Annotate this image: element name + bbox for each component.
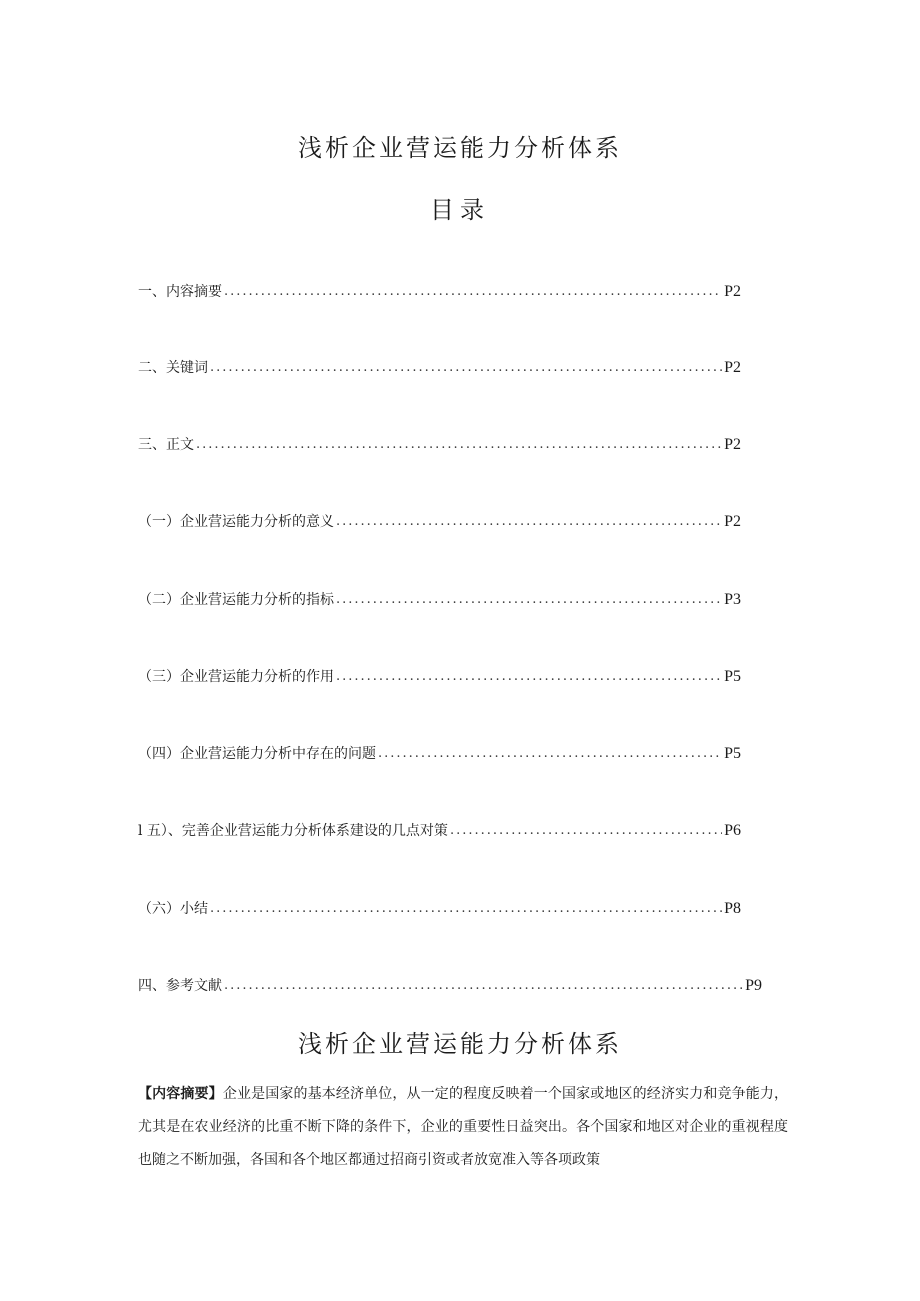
toc-entry[interactable] bbox=[138, 820, 741, 842]
toc-entry-label: 二、关键词 bbox=[138, 360, 208, 376]
toc-entry-label: l 五）、完善企业营运能力分析体系建设的几点对策 bbox=[138, 823, 448, 839]
toc-entry-page: P2 bbox=[724, 283, 741, 300]
toc-leader-dots bbox=[376, 743, 722, 765]
toc-entry-label: （三）企业营运能力分析的作用 bbox=[138, 669, 334, 685]
toc-entry[interactable] bbox=[138, 666, 741, 688]
toc-entry[interactable] bbox=[138, 743, 741, 765]
toc-leader-dots bbox=[208, 898, 722, 920]
toc-entry[interactable] bbox=[138, 511, 741, 533]
toc-entry[interactable] bbox=[138, 357, 741, 379]
toc-entry-page: P2 bbox=[724, 436, 741, 453]
toc-leader-dots bbox=[334, 589, 722, 611]
toc-entry-page: P2 bbox=[724, 513, 741, 530]
toc-entry-label: （六）小结 bbox=[138, 901, 208, 917]
body-title: 浅析企业营运能力分析体系 bbox=[298, 1030, 622, 1058]
toc-entry-label: （一）企业营运能力分析的意义 bbox=[138, 514, 334, 530]
toc-entry-page: P2 bbox=[724, 359, 741, 376]
document-title: 浅析企业营运能力分析体系 bbox=[298, 134, 622, 162]
toc-entry-page: P8 bbox=[724, 900, 741, 917]
toc-entry-label: 四、参考文献 bbox=[138, 978, 222, 994]
abstract-tag: 【内容摘要】 bbox=[138, 1086, 223, 1102]
toc-leader-dots bbox=[222, 281, 722, 303]
toc-entry-label: 一、内容摘要 bbox=[138, 284, 222, 300]
toc-leader-dots bbox=[334, 511, 722, 533]
toc-entry-page: P5 bbox=[724, 745, 741, 762]
toc-leader-dots bbox=[208, 357, 722, 379]
abstract-text: 企业是国家的基本经济单位，从一定的程度反映着一个国家或地区的经济实力和竞争能力，尤其是在农业经济的比重不断下降的条件下，企业的重要性日益突出。各个国家和地区对企业的重视程度也随之不断加强，各国和各个地区都通过招商引资或者放宽准入等各项政策 bbox=[138, 1086, 789, 1168]
toc-entry[interactable] bbox=[138, 975, 762, 997]
toc-heading: 目录 bbox=[430, 196, 490, 224]
toc-entry[interactable] bbox=[138, 434, 741, 456]
toc-leader-dots bbox=[448, 820, 722, 842]
toc-entry[interactable] bbox=[138, 589, 741, 611]
toc-entry[interactable] bbox=[138, 281, 741, 303]
toc-entry-label: （二）企业营运能力分析的指标 bbox=[138, 592, 334, 608]
toc-entry[interactable] bbox=[138, 898, 741, 920]
toc-entry-label: （四）企业营运能力分析中存在的问题 bbox=[138, 746, 376, 762]
abstract-paragraph bbox=[138, 1078, 788, 1177]
toc-leader-dots bbox=[334, 666, 722, 688]
toc-entry-page: P3 bbox=[724, 591, 741, 608]
toc-leader-dots bbox=[222, 975, 743, 997]
toc-entry-page: P5 bbox=[724, 668, 741, 685]
toc-entry-page: P9 bbox=[745, 977, 762, 994]
toc-entry-label: 三、正文 bbox=[138, 437, 194, 453]
toc-leader-dots bbox=[194, 434, 722, 456]
toc-entry-page: P6 bbox=[724, 822, 741, 839]
